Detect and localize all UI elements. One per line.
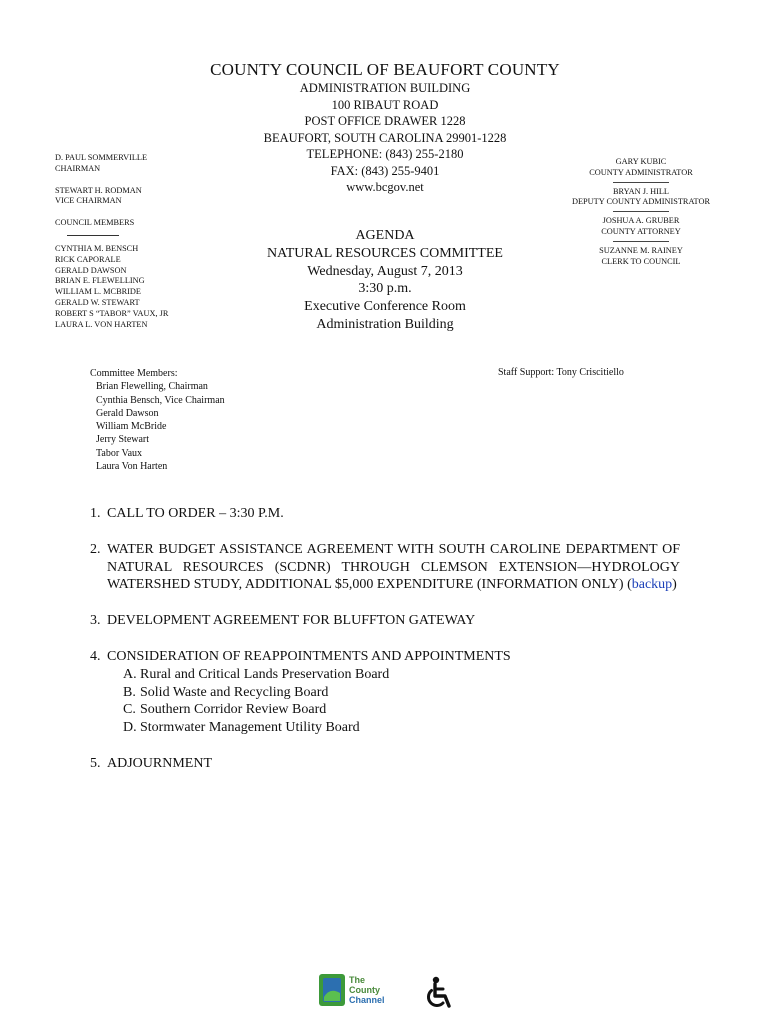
council-member: LAURA L. VON HARTEN xyxy=(55,319,148,329)
council-member: GERALD W. STEWART xyxy=(55,297,140,307)
meeting-room: Executive Conference Room xyxy=(304,299,466,315)
chairman-name: D. PAUL SOMMERVILLE xyxy=(55,153,148,162)
address-line: ADMINISTRATION BUILDING xyxy=(299,81,471,95)
sub-item-letter: D. xyxy=(123,720,137,736)
agenda-item xyxy=(90,505,680,523)
agenda-item xyxy=(90,541,680,594)
county-channel-logo xyxy=(318,973,392,1007)
item-body xyxy=(107,648,680,737)
wheelchair-accessibility-icon xyxy=(421,975,457,1011)
logo-text: County xyxy=(349,985,380,995)
committee-member: Cynthia Bensch, Vice Chairman xyxy=(96,394,225,406)
chairman-title: CHAIRMAN xyxy=(55,163,101,173)
committee-members xyxy=(90,367,225,473)
committee-member: Gerald Dawson xyxy=(96,407,159,419)
sub-item xyxy=(107,719,680,737)
item-text: CALL TO ORDER – 3:30 P.M. xyxy=(107,506,284,521)
sub-item-letter: A. xyxy=(123,666,137,682)
item-number: 5. xyxy=(90,755,101,771)
vice-chairman-title: VICE CHAIRMAN xyxy=(55,196,122,206)
sub-item-text: Rural and Critical Lands Preservation Board xyxy=(140,666,390,682)
item-text: ADJOURNMENT xyxy=(107,755,212,771)
staff-name: GARY KUBIC xyxy=(615,157,667,166)
agenda-item xyxy=(90,755,680,773)
telephone-line: TELEPHONE: (843) 255-2180 xyxy=(306,147,464,161)
item-number: 4. xyxy=(90,648,101,664)
council-member: WILLIAM L. MCBRIDE xyxy=(55,287,141,297)
sub-item xyxy=(107,666,680,684)
council-member: CYNTHIA M. BENSCH xyxy=(55,243,139,253)
committee-members-heading: Committee Members: xyxy=(90,368,178,379)
sub-item-letter: C. xyxy=(123,702,136,718)
item-text-close: ) xyxy=(672,577,677,593)
backup-link[interactable]: backup xyxy=(631,577,673,593)
sub-item-text: Stormwater Management Utility Board xyxy=(140,720,360,736)
divider xyxy=(613,182,669,183)
council-member: ROBERT S “TABOR” VAUX, JR xyxy=(55,308,169,318)
sub-item-letter: B. xyxy=(123,684,136,700)
address-line: POST OFFICE DRAWER 1228 xyxy=(304,114,466,128)
staff-name: JOSHUA A. GRUBER xyxy=(602,216,680,226)
divider xyxy=(613,241,669,242)
committee-member: Tabor Vaux xyxy=(96,447,143,459)
vice-chairman-name: STEWART H. RODMAN xyxy=(55,185,142,195)
meeting-building: Administration Building xyxy=(316,316,454,332)
sub-item xyxy=(107,701,680,719)
sub-item-text: Solid Waste and Recycling Board xyxy=(140,684,329,700)
staff-title: COUNTY ATTORNEY xyxy=(601,226,681,236)
item-text: WATER BUDGET ASSISTANCE AGREEMENT WITH SOUTH CAROLINE DEPARTMENT OF NATURAL RESOURCES (SCDNR) THROUGH CLEMSON EXTENSION—HYDROLOGY WATERSHED STUDY, ADDITIONAL $5,000 EXPENDITURE (INFORMATION ONLY) ( xyxy=(107,541,680,593)
address-line: 100 RIBAUT ROAD xyxy=(331,97,439,112)
item-number: 3. xyxy=(90,613,101,629)
staff-title: CLERK TO COUNCIL xyxy=(601,256,681,266)
committee-member: Brian Flewelling, Chairman xyxy=(96,381,208,393)
agenda-heading-block xyxy=(230,227,540,334)
meeting-date: Wednesday, August 7, 2013 xyxy=(307,263,463,279)
staff-title: COUNTY ADMINISTRATOR xyxy=(589,167,693,177)
agenda-items xyxy=(90,505,680,791)
sub-item xyxy=(107,684,680,702)
logo-text: The xyxy=(349,975,366,985)
meeting-time: 3:30 p.m. xyxy=(358,281,412,297)
committee-member: William McBride xyxy=(96,421,167,433)
staff-name: SUZANNE M. RAINEY xyxy=(599,245,683,255)
item-text-container xyxy=(107,541,680,594)
staff-title: DEPUTY COUNTY ADMINISTRATOR xyxy=(572,197,710,207)
committee-member: Laura Von Harten xyxy=(96,461,168,473)
agenda-item xyxy=(90,648,680,737)
divider xyxy=(67,235,119,236)
committee-member: Jerry Stewart xyxy=(96,434,150,446)
council-members-heading: COUNCIL MEMBERS xyxy=(55,218,135,228)
item-text: CONSIDERATION OF REAPPOINTMENTS AND APPOINTMENTS xyxy=(107,648,511,664)
website-link[interactable]: www.bcgov.net xyxy=(346,180,424,194)
fax-line: FAX: (843) 255-9401 xyxy=(330,163,440,178)
logo-text: Channel xyxy=(349,995,385,1005)
agenda-heading: AGENDA xyxy=(355,228,415,243)
item-number: 1. xyxy=(90,506,101,521)
item-number: 2. xyxy=(90,541,101,557)
address-line: BEAUFORT, SOUTH CAROLINA 29901-1228 xyxy=(263,130,507,145)
staff-support: Staff Support: Tony Criscitiello xyxy=(498,367,624,378)
item-text: DEVELOPMENT AGREEMENT FOR BLUFFTON GATEWAY xyxy=(107,613,476,629)
page-title: COUNTY COUNCIL OF BEAUFORT COUNTY xyxy=(210,60,560,79)
council-member: GERALD DAWSON xyxy=(55,265,127,275)
sub-item-text: Southern Corridor Review Board xyxy=(140,702,327,718)
agenda-item xyxy=(90,612,680,630)
staff-name: BRYAN J. HILL xyxy=(612,186,669,196)
staff-column xyxy=(555,157,727,267)
council-member: RICK CAPORALE xyxy=(55,254,121,264)
committee-name: NATURAL RESOURCES COMMITTEE xyxy=(267,245,503,261)
council-member: BRIAN E. FLEWELLING xyxy=(55,276,145,286)
divider xyxy=(613,211,669,212)
council-column xyxy=(55,153,215,330)
